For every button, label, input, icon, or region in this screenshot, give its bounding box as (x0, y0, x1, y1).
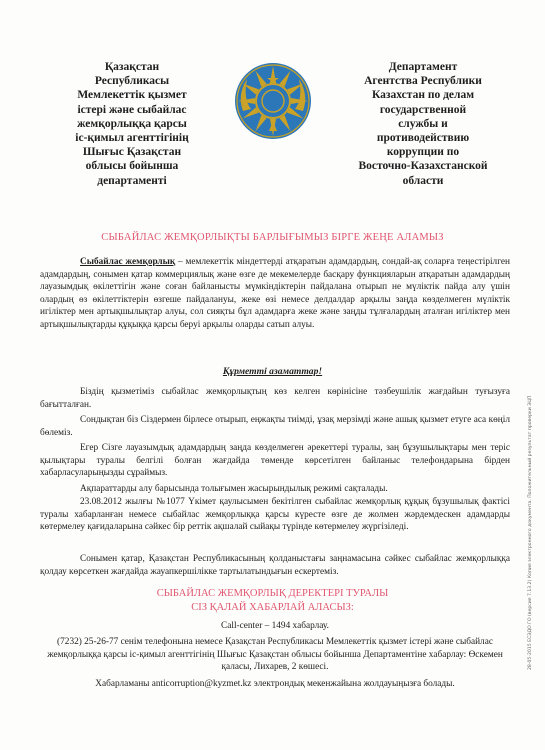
body-paragraph: Сонымен қатар, Қазақстан Республикасының қолданыстағы заңнамасына сәйкес сыбайлас жемқорлыққа қолдау көрсеткен жағдайда жауапкершілікке тартылатындығын ескертеміз. (40, 554, 510, 577)
header-right-line: области (402, 174, 444, 187)
report-title-line-2: СІЗ ҚАЛАЙ ХАБАРЛАЙ АЛАСЫЗ: (191, 602, 354, 613)
report-title-line-1: СЫБАЙЛАС ЖЕМҚОРЛЫҚ ДЕРЕКТЕРІ ТУРАЛЫ (156, 588, 389, 599)
header-left-line: істері және сыбайлас (77, 103, 187, 116)
header-left-line: Қазақстан (104, 61, 160, 73)
definition-paragraph (40, 256, 510, 332)
header-right-line: государственной (379, 103, 467, 116)
email-line: Хабарламаны anticorruption@kyzmet.kz электрондық мекенжайына жолдауыңызға болады. (95, 679, 455, 689)
definition-term: Сыбайлас жемқорлық (80, 257, 176, 267)
state-emblem-icon (232, 60, 314, 142)
phone-address-text: (7232) 25-26-77 сенім телефонына немесе Қазақстан Республикасы Мемлекеттік қызмет істері және сыбайлас жемқорлыққа қарсы іс-қимыл агенттігінің Шығыс Қазақстан облысы бойынша Департаментіне хабарлау: Өскемен қаласы, Лихарев, 2 көшесі. (47, 637, 503, 673)
side-verification-note: 28-05-2015 ЕСЭДО ГО (версия 7.13.2) Копия электронного документа. Положительный результат проверки ЭЦП (528, 395, 533, 670)
header-left-line: облысы бойынша (85, 160, 179, 173)
definition-text: – мемлекеттік міндеттерді атқаратын адамдардың, сондай-ақ соларға теңестірілген адамдардың, сонымен қатар коммерциялық және өзге де мекемелерде басқару функцияларын атқаратын адамдардың лауазымдық өкілеттігін және соған байланысты мүмкіндіктерін пайдалана отырып не мүлiктiк пайда алу үшін олардың өз өкілеттіктерін өзгеше пайдалануы, жеке өзі немесе делдалдар арқылы заңда көзделмеген мүліктік игіліктер мен артықшылықтар алуы, сол сияқты бұл адамдарға жеке және заңды тұлғалардың аталған игіліктер мен артықшылықтарды құқыққа қарсы беруі арқылы оларды сатып алуы. (40, 257, 510, 330)
body-paragraph: Біздің қызметіміз сыбайлас жемқорлықтың көз келген көрінісіне тәзбеушілік жағдайын туғызуға бағытталған. (40, 387, 510, 410)
header-right-line: Департамент (388, 61, 458, 73)
header-left-line: Республикасы (94, 75, 170, 88)
body-paragraph: Ақпараттарды алу барысында толығымен жасырындылық режимі сақталады. (80, 484, 388, 494)
callcenter-line: Call-center – 1494 хабарлау. (221, 621, 329, 631)
header-left-line: жемқорлыққа қарсы (77, 117, 187, 130)
header-right-russian (338, 60, 508, 188)
header-right-line: Агентства Республики (364, 75, 482, 88)
header-right-line: противодействию (376, 132, 470, 145)
body-paragraph: 23.08.2012 жылғы №1077 Үкімет қаулысымен бекітілген сыбайлас жемқорлық құқық бұзушылық фактісі туралы хабарланған немесе сыбайлас жемқорлыққа қарсы күресте өзге де жолмен жәрдемдескен адамдарды көтермелеу қағидаларына сәйкес бір реттік ақшалай сыйақы түрінде көтермелеу жүргізіледі. (40, 497, 510, 533)
greeting: Құрметті азаматтар! (222, 366, 323, 377)
header-right-line: Казахстан по делам (371, 89, 475, 102)
header-left-line: Шығыс Қазақстан (82, 146, 182, 159)
header-right-line: службы и (398, 117, 448, 130)
header-left-line: іс-қимыл агенттігінің (75, 132, 189, 145)
document-title: СЫБАЙЛАС ЖЕМҚОРЛЫҚТЫ БАРЛЫҒЫМЫЗ БІРГЕ ЖЕҢЕ АЛАМЫЗ (101, 232, 444, 243)
header-left-line: Мемлекеттік қызмет (77, 89, 187, 102)
body-paragraph: Сондықтан біз Сіздермен бірлесе отырып, еңжақты тиімді, ұзақ мерзімді және ашық қызмет етуге аса көңіл бөлеміз. (40, 415, 510, 438)
header-left-line: департаменті (97, 174, 167, 187)
body-paragraph: Егер Сізге лауазымдық адамдардың заңда көзделмеген әрекеттері туралы, заң бұзушылықтары мен теріс қылықтары туралы белгілі болған жағдайда төменде көрсетілген байланыс телефондарына бірден хабарласуларыңызды сұраймыз. (40, 443, 510, 479)
header-right-line: коррупции по (386, 146, 460, 159)
header-left-kazakh (62, 60, 202, 188)
header-right-line: Восточно-Казахстанской (358, 160, 488, 173)
